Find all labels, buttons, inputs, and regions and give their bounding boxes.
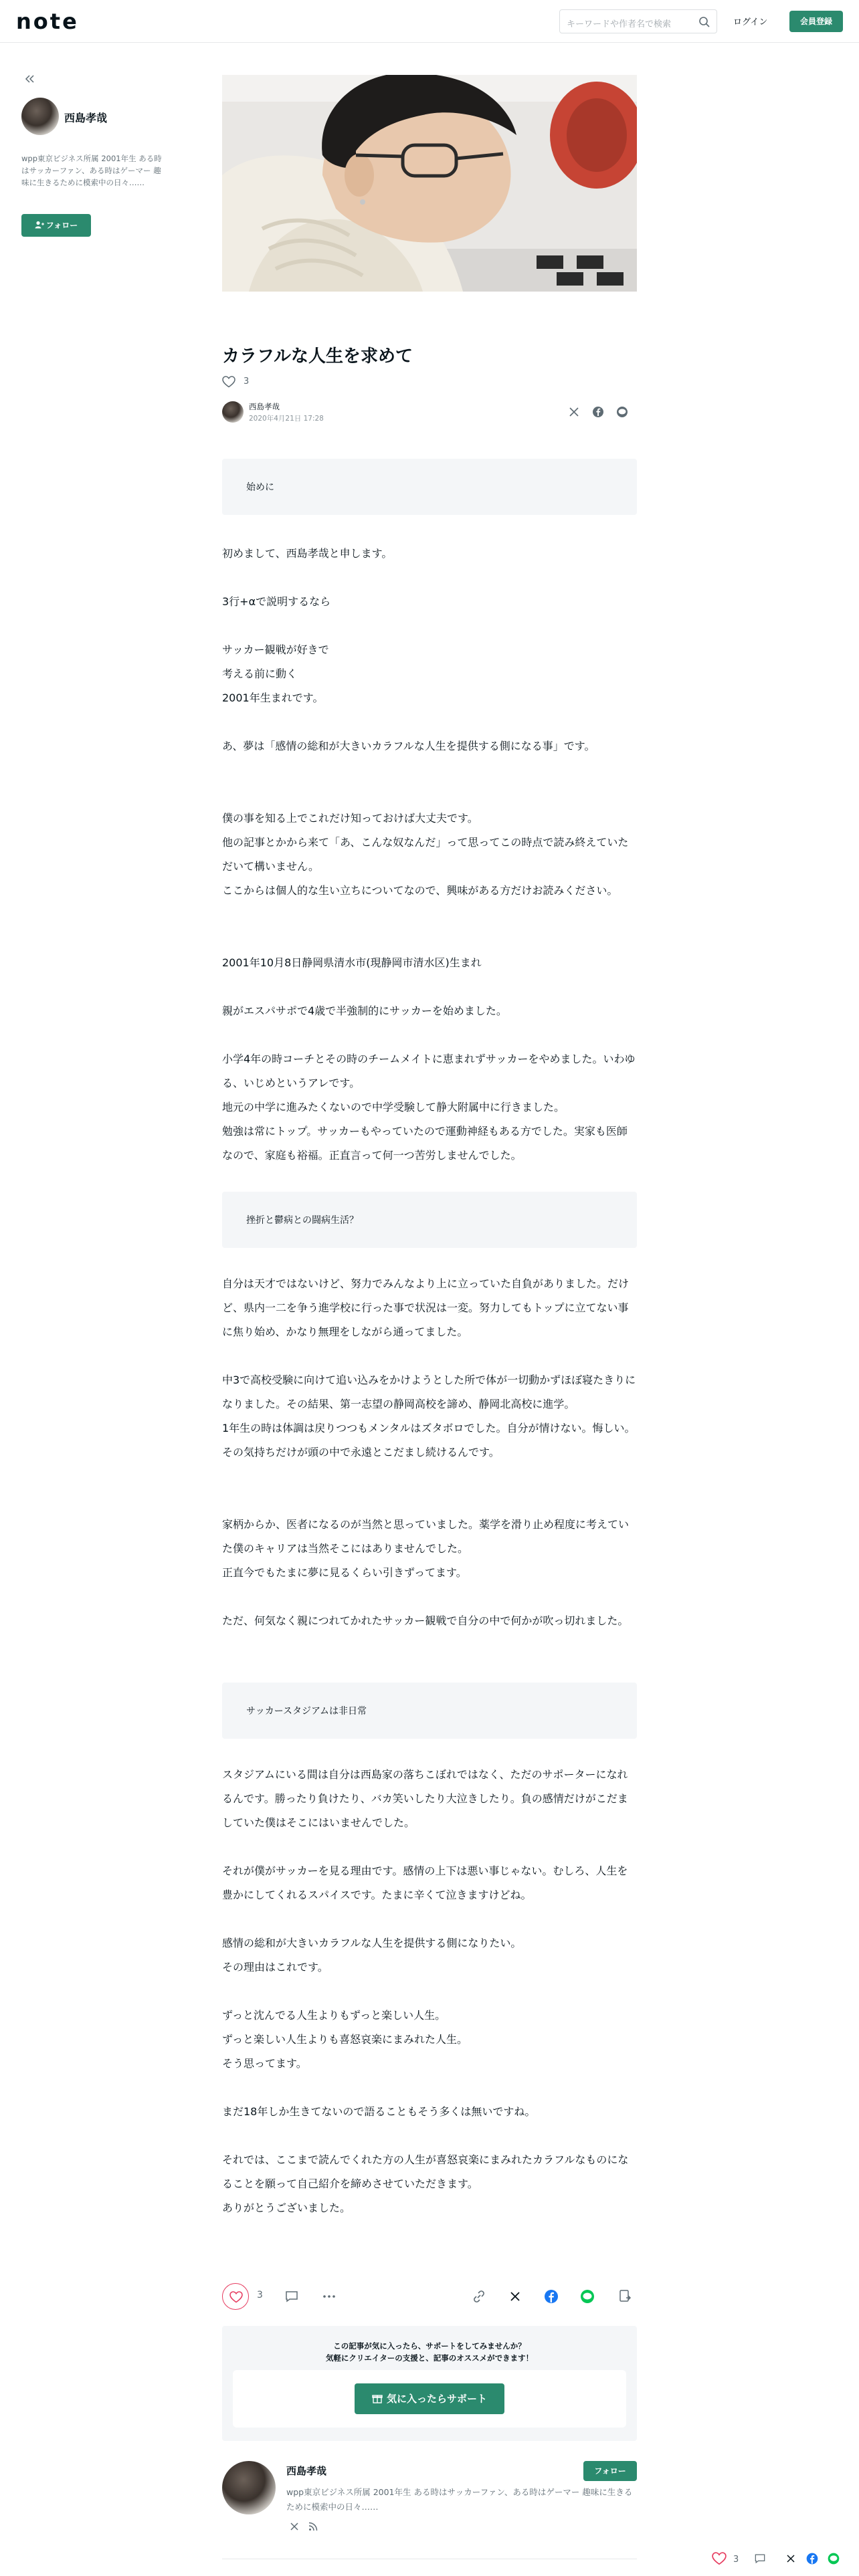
paragraph: ただ、何気なく親につれてかれたサッカー観戦で自分の中で何かが吹っ切れました。 bbox=[222, 1614, 629, 1627]
comment-icon[interactable] bbox=[284, 2288, 300, 2304]
note-logo[interactable]: note bbox=[16, 9, 79, 34]
paragraph: ずっと沈んでる人生よりもずっと楽しい人生。 ずっと楽しい人生よりも喜怒哀楽にまみれた人生。 そう思ってます。 bbox=[222, 2009, 468, 2070]
section-heading bbox=[222, 1192, 637, 1248]
author-card-avatar[interactable] bbox=[222, 2461, 276, 2514]
heart-icon[interactable] bbox=[712, 2552, 727, 2565]
site-header bbox=[0, 0, 859, 43]
like-button[interactable] bbox=[222, 2283, 249, 2310]
rss-icon[interactable] bbox=[308, 2521, 318, 2532]
footer-like-count: 3 bbox=[733, 2555, 739, 2565]
section-heading bbox=[222, 1683, 637, 1739]
paragraph: 感情の総和が大きいカラフルな人生を提供する側になりたい。 その理由はこれです。 bbox=[222, 1937, 522, 1973]
paragraph: それが僕がサッカーを見る理由です。感情の上下は悪い事じゃない。むしろ、人生を豊かにしてくれるスパイスです。たまに辛くて泣きますけどね。 bbox=[222, 1864, 628, 1901]
paragraph: サッカー観戦が好きで 考える前に動く 2001年生まれです。 bbox=[222, 643, 329, 704]
paragraph: 3行+αで説明するなら bbox=[222, 595, 331, 608]
person-add-icon bbox=[35, 221, 44, 229]
embed-icon[interactable] bbox=[617, 2288, 633, 2304]
facebook-share-icon[interactable] bbox=[543, 2288, 559, 2304]
paragraph: あ、夢は「感情の総和が大きいカラフルな人生を提供する側になる事」です。 bbox=[222, 740, 595, 752]
x-profile-icon[interactable] bbox=[289, 2521, 300, 2532]
article-title: カラフルな人生を求めて bbox=[222, 346, 413, 366]
x-share-icon[interactable] bbox=[784, 2552, 797, 2565]
support-box bbox=[222, 2326, 637, 2441]
facebook-share-icon[interactable] bbox=[805, 2552, 819, 2565]
paragraph: それでは、ここまで読んでくれた方の人生が喜怒哀楽にまみれたカラフルなものになることを願って自己紹介を締めさせていただきます。 ありがとうございました。 bbox=[222, 2153, 629, 2214]
sidebar-follow-label: フォロー bbox=[45, 221, 78, 230]
link-icon[interactable] bbox=[471, 2288, 487, 2304]
paragraph: まだ18年しか生きてないので語ることもそう多くは無いですね。 bbox=[222, 2105, 536, 2118]
section-heading-text: 始めに bbox=[246, 482, 274, 493]
line-share-icon[interactable] bbox=[615, 405, 629, 419]
line-share-icon[interactable] bbox=[827, 2552, 840, 2565]
section-heading-text: 挫折と鬱病との闘病生活？ bbox=[246, 1215, 359, 1226]
search-box[interactable] bbox=[559, 9, 717, 33]
section-heading bbox=[222, 459, 637, 515]
paragraph: 小学4年の時コーチとその時のチームメイトに恵まれずサッカーをやめました。いわゆる、いじめというアレです。 地元の中学に進みたくないので中学受験して静大附属中に行きました。 勉強は常にトップ。サッカーもやっていたので運動神経もある方でした。実家も医師なので、家庭も裕福。正直言って何一つ苦労しませんでした。 bbox=[222, 1053, 636, 1162]
support-panel bbox=[233, 2370, 626, 2428]
like-count: 3 bbox=[257, 2290, 263, 2300]
paragraph: 僕の事を知る上でこれだけ知っておけば大丈夫です。 他の記事とかから来て「あ、こんな奴なんだ」って思ってこの時点で読み終えていただいて構いません。 ここからは個人的な生い立ちについてなので、興味がある方だけお読みください。 bbox=[222, 812, 629, 897]
heart-icon[interactable] bbox=[222, 376, 235, 388]
paragraph: 2001年10月8日静岡県清水市(現静岡市清水区)生まれ bbox=[222, 956, 482, 969]
author-card-bio: wpp東京ビジネス所属 2001年生 ある時はサッカーファン、ある時はゲーマー 趣味に生きるために模索中の日々…… bbox=[286, 2487, 633, 2512]
author-avatar[interactable] bbox=[222, 401, 244, 423]
sidebar-author-bio: wpp東京ビジネス所属 2001年生 ある時はサッカーファン、ある時はゲーマー 趣味に生きるために模索中の日々…… bbox=[21, 154, 162, 187]
paragraph: 親がエスパサポで4歳で半強制的にサッカーを始めました。 bbox=[222, 1004, 507, 1017]
paragraph: 初めまして、西島孝哉と申します。 bbox=[222, 547, 393, 560]
comment-icon[interactable] bbox=[753, 2552, 767, 2565]
search-input[interactable]: キーワードや作者名で検索 bbox=[567, 19, 672, 29]
search-icon[interactable] bbox=[698, 15, 711, 29]
heart-icon bbox=[229, 2291, 243, 2303]
collapse-double-chevron-icon[interactable] bbox=[23, 72, 36, 86]
more-icon[interactable] bbox=[321, 2288, 337, 2304]
paragraph: スタジアムにいる間は自分は西島家の落ちこぼれではなく、ただのサポーターになれるんです。勝ったり負けたり、バカ笑いしたり大泣きしたり。負の感情だけがこだましていた僕はそこにはいませんでした。 bbox=[222, 1768, 628, 1829]
publish-date: 2020年4月21日 17:28 bbox=[249, 415, 324, 423]
author-card-name[interactable]: 西島孝哉 bbox=[286, 2465, 327, 2477]
section-heading-text: サッカースタジアムは非日常 bbox=[246, 1706, 367, 1717]
avatar[interactable] bbox=[21, 98, 59, 135]
paragraph: 家柄からか、医者になるのが当然と思っていました。薬学を滑り止め程度に考えていた僕のキャリアは当然そこにはありませんでした。 正直今でもたまに夢に見るくらい引きずってます。 bbox=[222, 1518, 630, 1579]
line-share-icon[interactable] bbox=[579, 2288, 595, 2304]
author-card-follow-button[interactable]: フォロー bbox=[583, 2461, 637, 2481]
support-button-label: 気に入ったらサポート bbox=[386, 2393, 487, 2405]
paragraph: 自分は天才ではないけど、努力でみんなより上に立っていた自負がありました。だけど、県内一二を争う進学校に行った事で状況は一変。努力してもトップに立てない事に焦り始め、かなり無理をしながら通ってました。 bbox=[222, 1277, 630, 1338]
support-message: この記事が気に入ったら、サポートをしてみませんか？ bbox=[333, 2341, 526, 2351]
x-share-icon[interactable] bbox=[567, 405, 581, 419]
x-share-icon[interactable] bbox=[507, 2288, 523, 2304]
paragraph: 中3で高校受験に向けて追い込みをかけようとした所で体が一切動かずほぼ寝たきりになりました。その結果、第一志望の静岡高校を諦め、静岡北高校に進学。 1年生の時は体調は戻りつつもメンタルはズタボロでした。自分が情けない。悔しい。その気持ちだけが頭の中で永遠とこだまし続けるんです。 bbox=[222, 1374, 636, 1459]
author-name[interactable]: 西島孝哉 bbox=[249, 402, 280, 411]
facebook-share-icon[interactable] bbox=[591, 405, 605, 419]
signup-button[interactable]: 会員登録 bbox=[789, 11, 843, 32]
sidebar-author-name[interactable]: 西島孝哉 bbox=[64, 112, 108, 124]
support-submessage: 気軽にクリエイターの支援と、記事のオススメができます！ bbox=[325, 2353, 534, 2363]
login-link[interactable]: ログイン bbox=[733, 17, 768, 27]
gift-icon bbox=[372, 2393, 383, 2403]
sidebar-follow-button[interactable] bbox=[21, 214, 91, 237]
support-button[interactable] bbox=[355, 2383, 504, 2414]
like-count: 3 bbox=[244, 377, 250, 387]
hero-image bbox=[222, 75, 637, 292]
hero-photo bbox=[222, 75, 637, 292]
